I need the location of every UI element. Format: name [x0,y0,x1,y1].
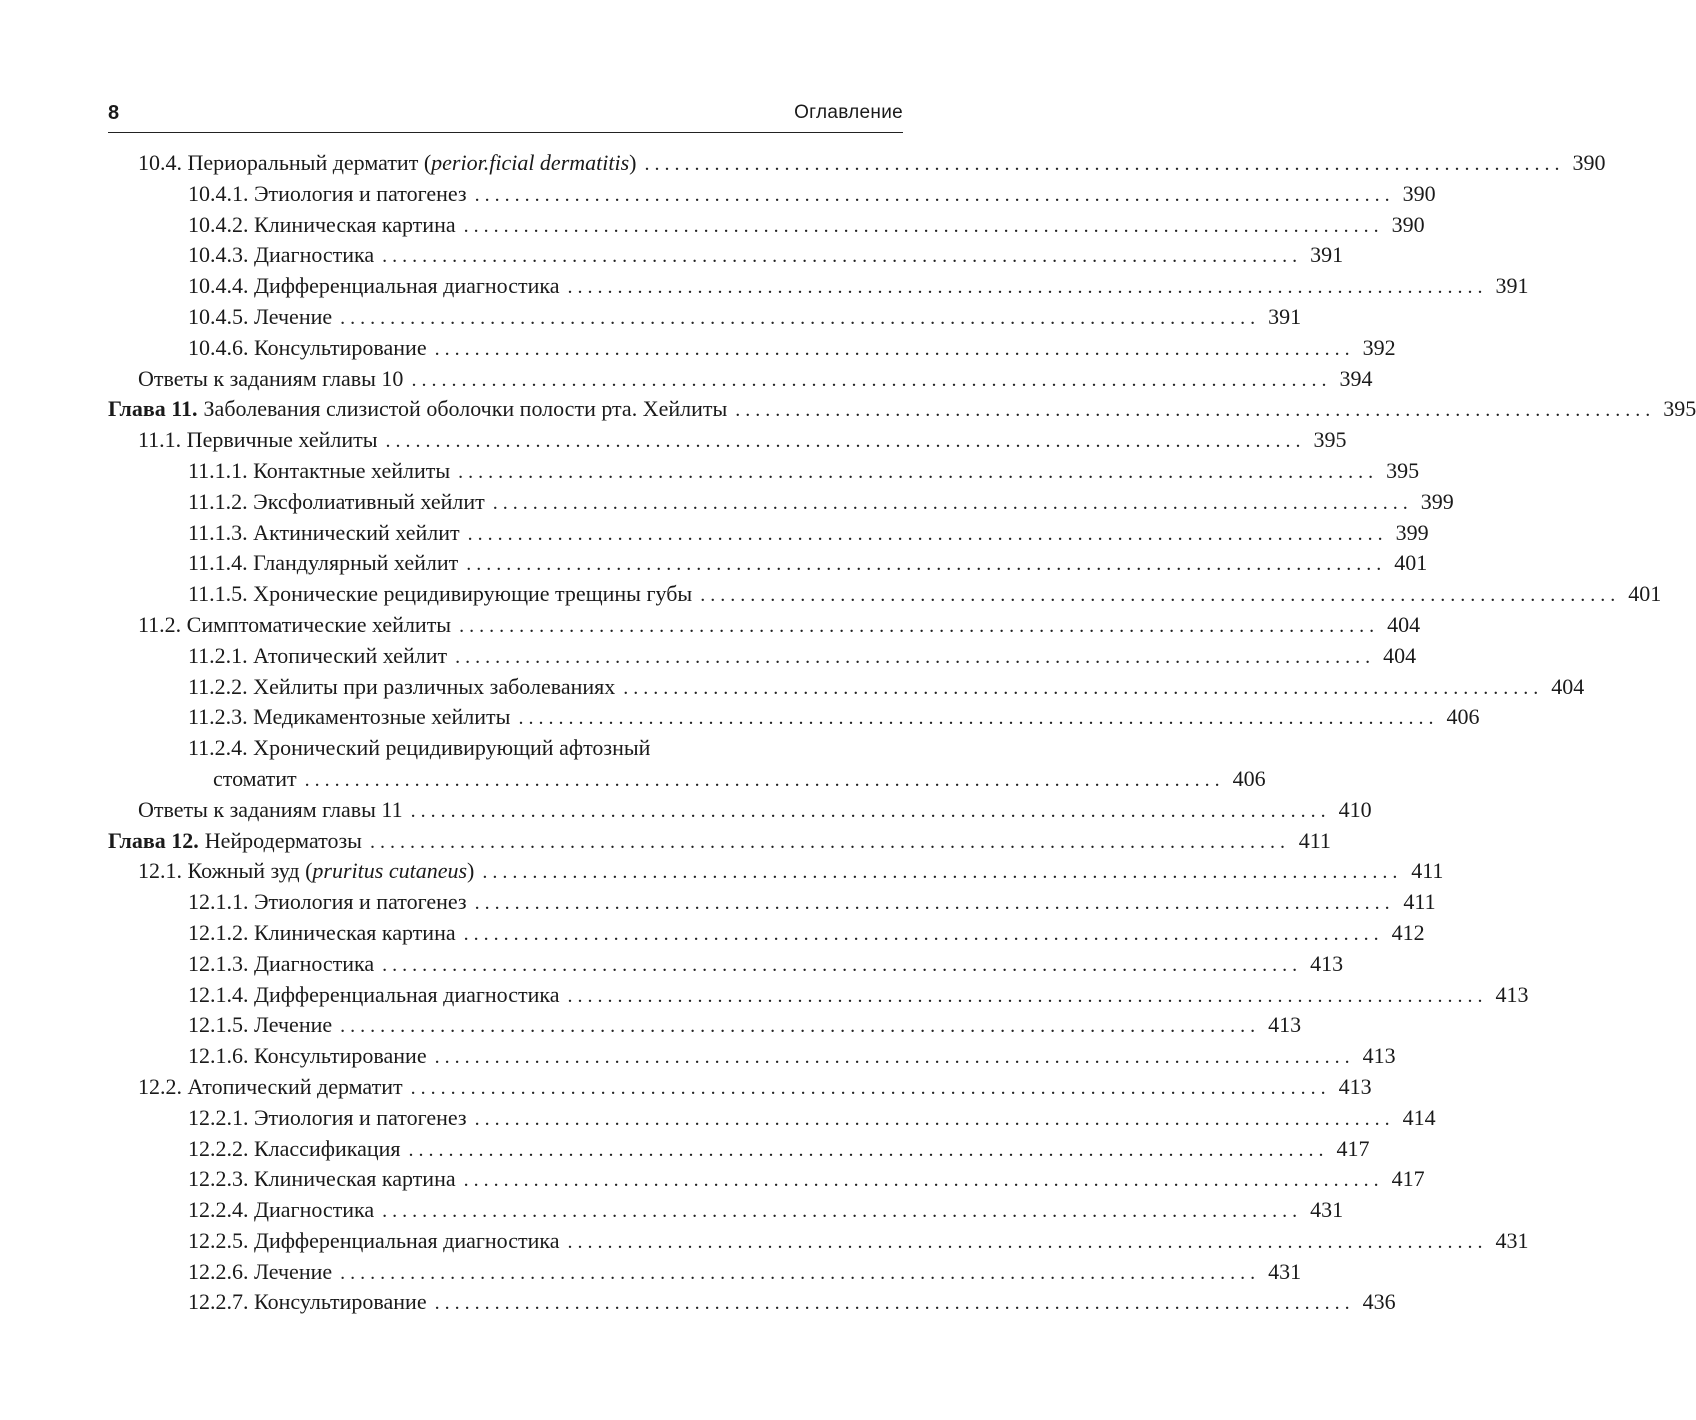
toc-entry[interactable] [108,425,1347,456]
toc-entry[interactable] [108,672,1585,703]
toc-entry-title [188,1287,427,1318]
toc-page-number: 390 [1391,211,1425,237]
toc-entry-text: стоматит [213,765,297,791]
toc-page-number: 390 [1572,150,1606,175]
toc-page-number: 413 [1495,981,1529,1007]
dot-leader [386,426,1301,457]
chapter-label: Глава 11. [108,396,198,422]
toc-entry[interactable] [108,579,1662,610]
toc-entry-latin-term: pruritus cutaneus [312,858,468,884]
toc-entry-title [188,456,450,487]
toc-entry-text: Нейродерматозы [204,827,362,853]
toc-page-number: 411 [1403,889,1436,915]
toc-page-number: 410 [1338,796,1372,822]
toc-page-number: 394 [1339,365,1373,391]
dot-leader [435,1042,1350,1073]
toc-entry-title [188,1134,401,1165]
toc-entry-text: 11.1.4. Гландулярный хейлит [188,550,459,576]
toc-entry[interactable] [108,210,1425,241]
toc-page-number: 404 [1551,673,1585,699]
toc-entry-text: 11.1. Первичные хейлиты [138,427,378,453]
toc-page-number: 392 [1362,334,1396,360]
dot-leader [644,149,1559,180]
toc-entry-title [188,1257,332,1288]
toc-entry-title [138,364,403,395]
toc-entry-title [188,1164,456,1195]
toc-page-number: 401 [1628,581,1662,607]
toc-entry-text: 12.1.4. Дифференциальная диагностика [188,981,560,1007]
toc-entry-text-suffix: ) [629,150,637,175]
toc-entry[interactable] [108,1134,1370,1165]
toc-entry-text: 12.2.1. Этиология и патогенез [188,1104,467,1130]
toc-page-number: 390 [1402,180,1436,206]
dot-leader [464,919,1379,950]
toc-entry-title [138,856,474,887]
toc-entry-title [188,1226,560,1257]
toc-entry-title [188,579,692,610]
toc-page-number: 436 [1362,1289,1396,1315]
page-number: 8 [108,102,120,124]
toc-entry-text: 12.2.6. Лечение [188,1258,333,1284]
toc-page-number: 431 [1495,1227,1529,1253]
toc-entry[interactable] [108,394,1696,425]
toc-entry[interactable] [108,795,1372,826]
toc-entry-text: 10.4. Периоральный дерматит ( [138,150,432,175]
toc-entry-title [138,425,378,456]
toc-entry-text: 12.2.2. Классификация [188,1135,401,1161]
toc-entry-text: 12.1. Кожный зуд ( [138,858,313,884]
dot-leader [435,334,1350,365]
toc-page-number: 431 [1310,1197,1344,1223]
toc-page-number: 417 [1391,1166,1425,1192]
toc-page-number: 417 [1336,1135,1370,1161]
toc-entry[interactable] [108,918,1425,949]
toc-entry-text: Ответы к заданиям главы 10 [138,365,404,391]
toc-entry-title [188,271,560,302]
toc-entry-text: 11.1.1. Контактные хейлиты [188,457,451,483]
dot-leader [468,519,1383,550]
toc-entry-text: Заболевания слизистой оболочки полости рта. Хейлиты [203,396,728,422]
toc-page-number: 401 [1394,550,1428,576]
toc-entry-title [138,610,451,641]
dot-leader [623,673,1538,704]
toc-entry-text: 10.4.3. Диагностика [188,242,375,268]
toc-entry-title [188,302,332,333]
toc-page-number: 411 [1411,858,1444,884]
dot-leader [459,611,1374,642]
toc-entry[interactable] [108,610,1421,641]
toc-page-number: 406 [1446,704,1480,730]
toc-page-number: 413 [1338,1073,1372,1099]
toc-entry-title [188,518,460,549]
toc-page-number: 395 [1386,457,1420,483]
dot-leader [475,888,1390,919]
dot-leader [370,827,1285,858]
toc-entry-text: 10.4.2. Клиническая картина [188,211,456,237]
toc-entry-title [188,672,615,703]
toc-page-number: 395 [1663,396,1696,422]
toc-entry-title [188,1010,332,1041]
dot-leader [482,857,1397,888]
toc-entry-title [108,826,362,857]
toc-entry-title [188,702,510,733]
toc-entry[interactable] [108,271,1529,302]
toc-entry-text: Ответы к заданиям главы 11 [138,796,403,822]
dot-leader [464,1165,1379,1196]
toc-entry-text-suffix: ) [467,858,475,884]
toc-entry-text: 11.2.2. Хейлиты при различных заболеваниях [188,673,616,699]
toc-entry-text: 11.2.1. Атопический хейлит [188,642,448,668]
toc-entry-text: 12.1.5. Лечение [188,1012,333,1038]
toc-entry[interactable] [108,1103,1436,1134]
toc-entry-title [188,1041,427,1072]
dot-leader [340,1011,1255,1042]
toc-page-number: 412 [1391,919,1425,945]
toc-entry[interactable] [108,148,1606,179]
toc-entry[interactable] [108,826,1331,857]
toc-entry-text: 11.2.4. Хронический рецидивирующий афтозный [188,735,651,761]
toc-entry-text: 11.1.3. Актинический хейлит [188,519,460,545]
toc-entry-title [188,1195,374,1226]
dot-leader [340,303,1255,334]
toc-entry[interactable] [108,887,1436,918]
toc-entry[interactable] [108,980,1529,1011]
toc-entry-text: 10.4.4. Дифференциальная диагностика [188,273,560,299]
page-header [108,96,903,133]
toc-entry[interactable] [108,1041,1396,1072]
dot-leader [458,457,1373,488]
toc-page-number: 414 [1402,1104,1436,1130]
dot-leader [568,1227,1483,1258]
dot-leader [382,241,1297,272]
dot-leader [735,395,1650,426]
toc-page-number: 391 [1268,303,1302,329]
dot-leader [382,1196,1297,1227]
toc-entry-text: 11.1.2. Эксфолиативный хейлит [188,488,485,514]
toc-entry-text: 12.2.7. Консультирование [188,1289,427,1315]
toc-entry[interactable] [108,487,1454,518]
toc-entry[interactable] [108,179,1436,210]
dot-leader [455,642,1370,673]
toc-entry-title [188,179,467,210]
toc-entry-text: 12.1.1. Этиология и патогенез [188,889,467,915]
dot-leader [411,1073,1326,1104]
toc-entry-title [188,240,374,271]
running-title: Оглавление [794,102,903,123]
dot-leader [409,1135,1324,1166]
toc-entry[interactable] [108,1226,1529,1257]
toc-entry-text: 11.2. Симптоматические хейлиты [138,611,452,637]
table-of-contents [108,148,1696,1318]
toc-page-number: 404 [1387,611,1421,637]
toc-entry[interactable] [108,641,1417,672]
toc-entry-text: 11.2.3. Медикаментозные хейлиты [188,704,511,730]
toc-entry-text: 12.2.5. Дифференциальная диагностика [188,1227,560,1253]
toc-page-number: 399 [1420,488,1454,514]
toc-entry-text: 11.1.5. Хронические рецидивирующие трещины губы [188,581,693,607]
toc-entry-title [188,980,560,1011]
toc-entry-title [188,733,650,764]
toc-entry-title [188,210,456,241]
chapter-label: Глава 12. [108,827,199,853]
toc-entry[interactable] [108,1257,1302,1288]
toc-entry-text: 12.2.4. Диагностика [188,1197,375,1223]
toc-entry[interactable] [108,333,1396,364]
toc-entry[interactable] [108,240,1344,271]
toc-entry-title [213,764,297,795]
toc-entry[interactable] [108,1010,1302,1041]
dot-leader [305,765,1220,796]
toc-entry-text: 12.2.3. Клиническая картина [188,1166,456,1192]
toc-entry-text: 12.1.3. Диагностика [188,950,375,976]
toc-entry-title [188,548,458,579]
toc-entry-text: 12.1.2. Клиническая картина [188,919,456,945]
toc-entry-title [138,148,636,179]
dot-leader [493,488,1408,519]
toc-entry[interactable] [108,856,1444,887]
toc-entry-text: 12.1.6. Консультирование [188,1043,427,1069]
toc-page-number: 404 [1383,642,1417,668]
toc-entry[interactable] [108,949,1344,980]
toc-entry-text: 10.4.1. Этиология и патогенез [188,180,467,206]
toc-page-number: 399 [1395,519,1429,545]
toc-page-number: 391 [1495,273,1529,299]
dot-leader [464,211,1379,242]
toc-entry[interactable] [108,1287,1396,1318]
toc-entry-title [188,887,467,918]
toc-page-number: 413 [1362,1043,1396,1069]
dot-leader [382,950,1297,981]
toc-entry-text: 12.2. Атопический дерматит [138,1073,403,1099]
toc-entry-title [138,795,403,826]
toc-entry-latin-term: perior.ficial dermatitis [431,150,630,175]
toc-entry-title [188,487,485,518]
dot-leader [568,272,1483,303]
toc-entry[interactable] [108,302,1302,333]
dot-leader [466,549,1381,580]
toc-entry[interactable] [108,456,1420,487]
dot-leader [568,981,1483,1012]
dot-leader [700,580,1615,611]
dot-leader [518,703,1433,734]
toc-page-number: 413 [1268,1012,1302,1038]
toc-page-number: 395 [1313,427,1347,453]
toc-entry[interactable] [108,548,1428,579]
toc-entry[interactable] [108,764,1266,795]
toc-entry[interactable] [108,1195,1344,1226]
dot-leader [411,796,1326,827]
toc-entry[interactable] [108,702,1480,733]
toc-entry[interactable] [108,518,1429,549]
dot-leader [340,1258,1255,1289]
toc-entry[interactable] [108,1164,1425,1195]
dot-leader [411,365,1326,396]
toc-entry-text: 10.4.6. Консультирование [188,334,427,360]
toc-page-number: 411 [1298,827,1331,853]
toc-entry-title [188,949,374,980]
toc-entry-text: 10.4.5. Лечение [188,303,333,329]
toc-page-number: 406 [1232,765,1266,791]
toc-entry-title [138,1072,403,1103]
toc-entry[interactable] [108,1072,1372,1103]
toc-entry-title [188,1103,467,1134]
toc-entry-title [108,394,727,425]
toc-entry[interactable] [108,733,903,764]
toc-page-number: 431 [1268,1258,1302,1284]
toc-page-number: 391 [1310,242,1344,268]
toc-entry[interactable] [108,364,1373,395]
dot-leader [475,180,1390,211]
dot-leader [475,1104,1390,1135]
dot-leader [435,1288,1350,1319]
toc-entry-title [188,333,427,364]
toc-entry-title [188,918,456,949]
toc-entry-title [188,641,447,672]
toc-page-number: 413 [1310,950,1344,976]
